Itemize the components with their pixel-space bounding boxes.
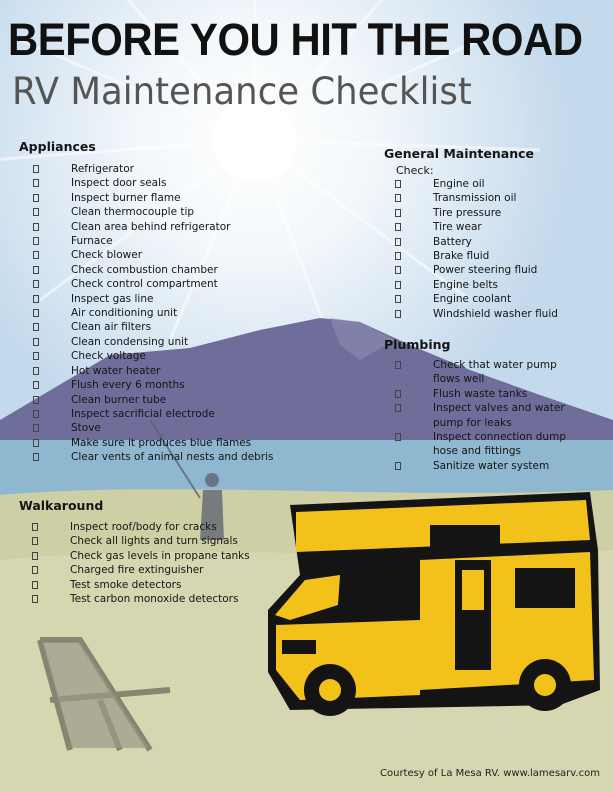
checkbox-icon[interactable]: [395, 266, 401, 274]
checklist-item-label: Battery: [433, 235, 472, 248]
checkbox-icon[interactable]: [33, 453, 39, 461]
checklist-item-label: Inspect connection dump hose and fittings: [433, 431, 566, 458]
checklist-item: [33, 320, 303, 334]
checklist-item: [33, 349, 303, 363]
checklist-item-label: Check voltage: [71, 350, 146, 363]
checkbox-icon[interactable]: [33, 396, 39, 404]
plumbing-list: [395, 358, 585, 473]
checklist-item-label: Check combustion chamber: [71, 263, 218, 276]
checkbox-icon[interactable]: [33, 352, 39, 360]
checkbox-icon[interactable]: [33, 266, 39, 274]
checkbox-icon[interactable]: [395, 390, 401, 398]
checkbox-icon[interactable]: [33, 338, 39, 346]
checklist-item: [33, 335, 303, 349]
checklist-item: [395, 430, 585, 459]
checklist-item: [32, 520, 302, 534]
checklist-item: [33, 450, 303, 464]
checklist-item-label: Tire wear: [433, 221, 482, 234]
checkbox-icon[interactable]: [33, 367, 39, 375]
checklist-item-label: Check control compartment: [71, 278, 218, 291]
walkaround-list: [32, 520, 302, 606]
checkbox-icon[interactable]: [32, 523, 38, 531]
checklist-item: [33, 436, 303, 450]
checklist-item-label: Check all lights and turn signals: [70, 535, 238, 548]
page-subtitle: RV Maintenance Checklist: [12, 70, 472, 113]
checkbox-icon[interactable]: [33, 280, 39, 288]
checklist-item-label: Clean condensing unit: [71, 335, 189, 348]
checklist-item-label: Engine belts: [433, 278, 498, 291]
checklist-item: [33, 263, 303, 277]
general-maintenance-list: [395, 177, 605, 321]
checkbox-icon[interactable]: [33, 165, 39, 173]
checklist-item-label: Windshield washer fluid: [433, 307, 558, 320]
checklist-item: [33, 162, 303, 176]
checkbox-icon[interactable]: [33, 439, 39, 447]
checkbox-icon[interactable]: [33, 251, 39, 259]
checklist-item: [33, 248, 303, 262]
checklist-item-label: Make sure it produces blue flames: [71, 436, 252, 449]
checklist-item: [33, 277, 303, 291]
checkbox-icon[interactable]: [32, 581, 38, 589]
checklist-item: [32, 578, 302, 592]
checklist-item: [32, 563, 302, 577]
checklist-item-label: Clean air filters: [71, 321, 152, 334]
checklist-item: [395, 235, 605, 249]
checklist-item-label: Inspect roof/body for cracks: [70, 521, 217, 533]
checkbox-icon[interactable]: [395, 295, 401, 303]
checklist-item: [395, 249, 605, 263]
checkbox-icon[interactable]: [33, 223, 39, 231]
checklist-item-label: Inspect door seals: [71, 177, 167, 190]
checkbox-icon[interactable]: [33, 381, 39, 389]
checklist-item-label: Check that water pump flows well: [433, 359, 557, 386]
checklist-item-label: Stove: [71, 422, 101, 435]
checklist-item-label: Hot water heater: [71, 364, 161, 377]
checkbox-icon[interactable]: [32, 595, 38, 603]
checkbox-icon[interactable]: [33, 410, 39, 418]
checkbox-icon[interactable]: [33, 323, 39, 331]
checklist-item: [395, 307, 605, 321]
walkaround-heading: Walkaround: [19, 498, 104, 513]
checklist-item: [32, 592, 302, 606]
checkbox-icon[interactable]: [33, 295, 39, 303]
checklist-item-label: Check gas levels in propane tanks: [70, 549, 250, 562]
checklist-item-label: Transmission oil: [433, 192, 517, 205]
checkbox-icon[interactable]: [33, 237, 39, 245]
check-label: Check:: [396, 164, 434, 177]
checkbox-icon[interactable]: [395, 433, 401, 441]
checklist-item-label: Engine coolant: [433, 293, 512, 306]
footer-credit: Courtesy of La Mesa RV. www.lamesarv.com: [380, 768, 600, 779]
checklist-item-label: Power steering fluid: [433, 264, 538, 277]
checkbox-icon[interactable]: [395, 361, 401, 369]
checklist-item: [33, 306, 303, 320]
checklist-item: [33, 176, 303, 190]
checklist-item-label: Clean area behind refrigerator: [71, 220, 231, 233]
checklist-item-label: Flush waste tanks: [433, 387, 528, 400]
checklist-item-label: Inspect burner flame: [71, 191, 181, 204]
checkbox-icon[interactable]: [33, 424, 39, 432]
checkbox-icon[interactable]: [395, 209, 401, 217]
checklist-item: [395, 292, 605, 306]
checklist-item: [395, 459, 585, 473]
checklist-item-label: Engine oil: [433, 178, 485, 190]
checkbox-icon[interactable]: [395, 252, 401, 260]
checklist-item: [33, 393, 303, 407]
checklist-item: [33, 220, 303, 234]
checkbox-icon[interactable]: [395, 404, 401, 412]
checkbox-icon[interactable]: [32, 537, 38, 545]
general-maintenance-heading: General Maintenance: [384, 146, 534, 161]
checklist-item: [395, 358, 585, 387]
checkbox-icon[interactable]: [395, 194, 401, 202]
checklist-item: [33, 234, 303, 248]
checklist-item: [33, 364, 303, 378]
checkbox-icon[interactable]: [33, 194, 39, 202]
checklist-item: [395, 177, 605, 191]
checklist-item-label: Check blower: [71, 249, 143, 262]
checklist-item: [395, 278, 605, 292]
checklist-item-label: Inspect valves and water pump for leaks: [433, 402, 565, 429]
checklist-item-label: Sanitize water system: [433, 459, 550, 472]
checkbox-icon[interactable]: [395, 462, 401, 470]
checklist-item-label: Furnace: [71, 235, 113, 248]
checklist-item: [395, 401, 585, 430]
checkbox-icon[interactable]: [32, 552, 38, 560]
checkbox-icon[interactable]: [33, 179, 39, 187]
checklist-item-label: Flush every 6 months: [71, 379, 185, 392]
checklist-item-label: Tire pressure: [433, 206, 502, 219]
appliances-list: [33, 162, 303, 465]
checklist-item: [33, 205, 303, 219]
checklist-item: [33, 378, 303, 392]
checklist-item: [33, 421, 303, 435]
checklist-item-label: Clean burner tube: [71, 393, 167, 406]
appliances-heading: Appliances: [19, 139, 96, 154]
checkbox-icon[interactable]: [33, 309, 39, 317]
checkbox-icon[interactable]: [395, 310, 401, 318]
checklist-item-label: Inspect gas line: [71, 292, 154, 305]
checklist-item-label: Refrigerator: [71, 163, 134, 175]
page-title: BEFORE YOU HIT THE ROAD: [8, 14, 583, 65]
checkbox-icon[interactable]: [32, 566, 38, 574]
checklist-item: [395, 220, 605, 234]
checklist-item: [33, 407, 303, 421]
rv-camper: [268, 492, 600, 716]
checklist-item-label: Brake fluid: [433, 250, 490, 263]
checklist-item-label: Test smoke detectors: [70, 578, 182, 591]
checkbox-icon[interactable]: [395, 223, 401, 231]
checklist-item: [395, 263, 605, 277]
checklist-item: [32, 549, 302, 563]
checklist-item: [33, 191, 303, 205]
checkbox-icon[interactable]: [395, 180, 401, 188]
checklist-item: [395, 206, 605, 220]
checklist-item-label: Inspect sacrificial electrode: [71, 407, 215, 420]
plumbing-heading: Plumbing: [384, 337, 451, 352]
checklist-item: [395, 387, 585, 401]
checklist-item-label: Charged fire extinguisher: [70, 564, 204, 577]
checkbox-icon[interactable]: [395, 281, 401, 289]
checklist-item-label: Test carbon monoxide detectors: [70, 593, 239, 606]
checkbox-icon[interactable]: [395, 238, 401, 246]
checklist-item: [395, 191, 605, 205]
checklist-item-label: Clean thermocouple tip: [71, 206, 195, 219]
checklist-item-label: Clear vents of animal nests and debris: [71, 451, 274, 464]
checklist-item: [32, 534, 302, 548]
checklist-item-label: Air conditioning unit: [71, 307, 178, 320]
checkbox-icon[interactable]: [33, 208, 39, 216]
checklist-item: [33, 292, 303, 306]
